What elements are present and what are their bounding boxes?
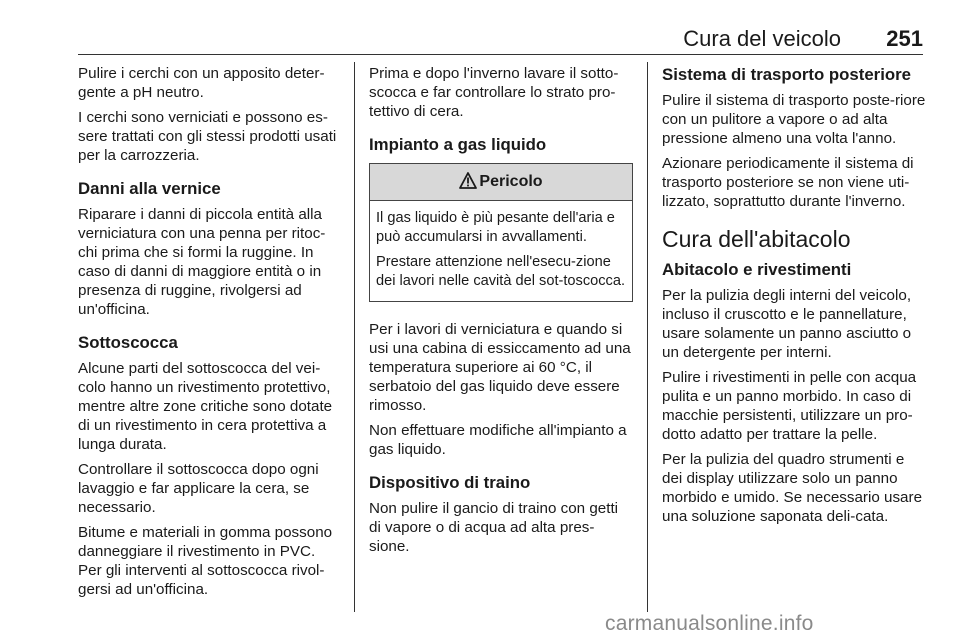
watermark-text: carmanualsonline.info — [605, 612, 814, 635]
paragraph-underbody-bitumen: Bitume e materiali in gomma possono danneggiare il rivestimento in PVC. Per gli interventi al sottoscocca rivol-gersi ad un'officina. — [78, 524, 333, 598]
heading-underbody: Sottoscocca — [78, 333, 178, 352]
column-divider-1 — [354, 62, 355, 612]
warning-triangle-icon — [459, 172, 477, 189]
heading-paint-damage: Danni alla vernice — [78, 179, 221, 198]
danger-box-title: Pericolo — [479, 173, 543, 190]
column-2 — [369, 64, 633, 562]
paragraph-underbody-coating: Alcune parti del sottoscocca del vei-colo hanno un rivestimento protettivo, mentre altre zone critiche sono dotate di un rivestimento in cera protettiva a lunga durata. — [78, 360, 333, 453]
danger-box-body — [370, 201, 632, 301]
danger-box-header — [370, 164, 632, 201]
heading-lpg-system: Impianto a gas liquido — [369, 135, 547, 154]
paragraph-winter-wash: Prima e dopo l'inverno lavare il sotto-scocca e far controllare lo strato pro-tettivo di cera. — [369, 65, 619, 120]
danger-box — [369, 163, 633, 302]
paragraph-rear-carrier-operate: Azionare periodicamente il sistema di trasporto posteriore se non viene uti-lizzato, soprattutto durante l'inverno. — [662, 155, 914, 210]
page-header — [78, 26, 923, 55]
paragraph-wheels-detergent: Pulire i cerchi con un apposito deter-gente a pH neutro. — [78, 65, 325, 101]
page-number: 251 — [886, 26, 923, 51]
paragraph-wheels-painted: I cerchi sono verniciati e possono es-sere trattati con gli stessi prodotti usati per la carrozzeria. — [78, 109, 337, 164]
danger-text-heavier-air: Il gas liquido è più pesante dell'aria e può accumularsi in avvallamenti. — [376, 210, 615, 245]
heading-towing-device: Dispositivo di traino — [369, 473, 531, 492]
paragraph-rear-carrier-clean: Pulire il sistema di trasporto poste-riore con un pulitore a vapore o ad alta pressione almeno una volta l'anno. — [662, 92, 926, 147]
paragraph-lpg-no-modify: Non effettuare modifiche all'impianto a gas liquido. — [369, 422, 627, 458]
paragraph-display-clean: Per la pulizia del quadro strumenti e dei display utilizzare solo un panno morbido e umido. Se necessario usare una soluzione saponata deli-cata. — [662, 451, 923, 525]
paragraph-towing-hook: Non pulire il gancio di traino con getti di vapore o di acqua ad alta pres-sione. — [369, 500, 619, 555]
heading-interior-care: Cura dell'abitacolo — [662, 226, 851, 252]
heading-interior-upholstery: Abitacolo e rivestimenti — [662, 260, 852, 279]
paragraph-interior-clean: Per la pulizia degli interni del veicolo, incluso il cruscotto e le pannellature, usare solamente un panno asciutto o un detergente per interni. — [662, 287, 912, 361]
paragraph-lpg-tank-removal: Per i lavori di verniciatura e quando si usi una cabina di essiccamento ad una temperatura superiore ai 60 °C, il serbatoio del gas liquido deve essere rimosso. — [369, 321, 631, 414]
paragraph-underbody-check: Controllare il sottoscocca dopo ogni lavaggio e far applicare la cera, se necessario. — [78, 461, 319, 516]
column-1 — [78, 64, 342, 605]
page-title: Cura del veicolo — [683, 26, 841, 51]
paragraph-paint-damage: Riparare i danni di piccola entità alla verniciatura con una penna per ritoc-chi prima che si formi la ruggine. In caso di danni di maggiore entità o in presenza di ruggine, rivolgersi ad un'officina. — [78, 206, 326, 318]
heading-rear-carrier: Sistema di trasporto posteriore — [662, 65, 911, 84]
paragraph-leather-clean: Pulire i rivestimenti in pelle con acqua pulita e un panno morbido. In caso di macchie persistenti, utilizzare un pro-dotto adatto per trattare la pelle. — [662, 369, 917, 443]
danger-text-cavities: Prestare attenzione nell'esecu-zione dei lavori nelle cavità del sot-toscocca. — [376, 254, 626, 289]
column-divider-2 — [647, 62, 648, 612]
column-3 — [662, 64, 926, 532]
